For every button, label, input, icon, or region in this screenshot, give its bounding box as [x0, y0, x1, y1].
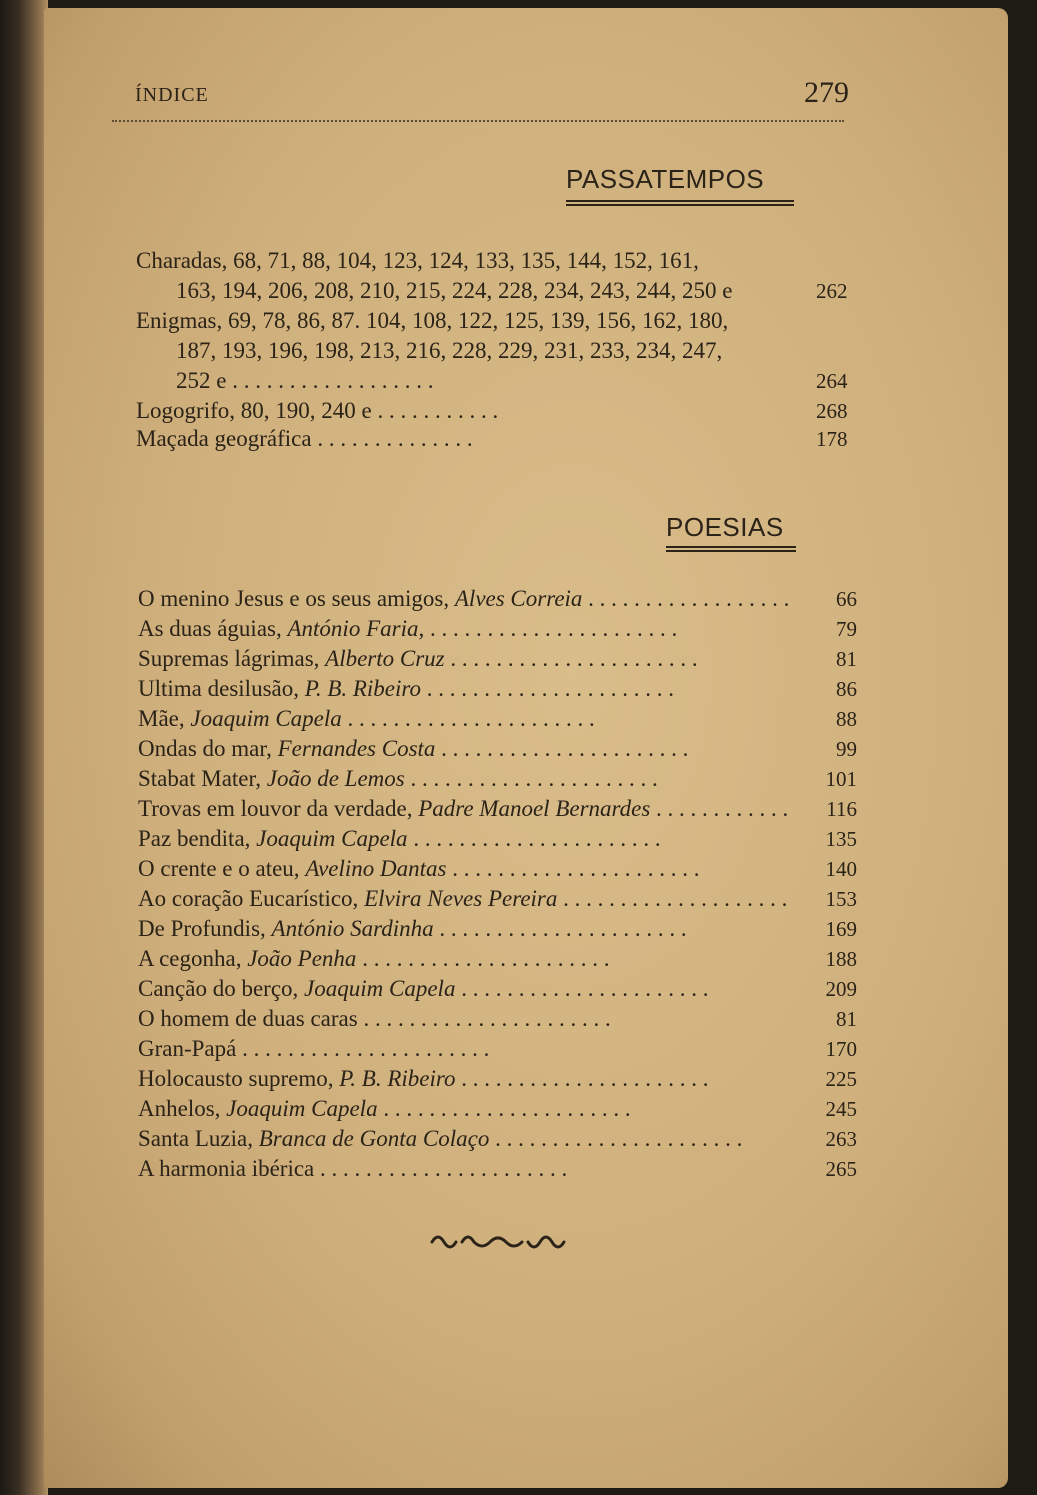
poem-author: Alberto Cruz [325, 646, 445, 671]
poem-author: Joaquim Capela [226, 1096, 378, 1121]
poem-entry [0, 674, 1037, 704]
poem-title: As duas águias, [138, 616, 282, 641]
leader-dots: . . . . . . . . . . . . . . . . . . . . . . [435, 736, 689, 761]
poem-title: Ultima desilusão, [138, 676, 299, 701]
poem-title: Ao coração Eucarístico, [138, 886, 359, 911]
poem-entry [0, 734, 1037, 764]
page-ref: 264 [816, 369, 848, 393]
index-line: Maçada geográfica . . . . . . . . . . . . . . 178 [0, 424, 1037, 454]
poem-entry [0, 794, 1037, 824]
poem-author: Elvira Neves Pereira [364, 886, 558, 911]
page-ref: 268 [816, 399, 848, 423]
leader-dots: . . . . . . . . . . . . . . . . . . . . . . [341, 706, 595, 731]
poem-entry [0, 584, 1037, 614]
index-line: 187, 193, 196, 198, 213, 216, 228, 229, 231, 233, 234, 247, [176, 338, 723, 363]
leader-dots: . . . . . . . . . . . . . . . . . . . . . . [446, 856, 700, 881]
leader-dots: . . . . . . . . . . . . . . . . . . . . . . [455, 976, 709, 1001]
leader-dots: . . . . . . . . . . . . . . . . . . . . . . [421, 676, 675, 701]
page-ref: 169 [825, 917, 857, 941]
index-line: Enigmas, 69, 78, 86, 87. 104, 108, 122, 125, 139, 156, 162, 180, [136, 308, 729, 333]
poem-entry [0, 764, 1037, 794]
poem-entry [0, 914, 1037, 944]
leader-dots: . . . . . . . . . . . . . . . . . . [582, 586, 790, 611]
leader-dots: . . . . . . . . . . . . . . . . . . . . . . [444, 646, 698, 671]
page-ref: 81 [836, 1007, 857, 1031]
poem-title: Santa Luzia, [138, 1126, 253, 1151]
poem-entry [0, 644, 1037, 674]
leader-dots: . . . . . . . . . . . . . . . . . . . . . . [314, 1156, 568, 1181]
page-ref: 86 [836, 677, 857, 701]
poem-author: António Faria, [287, 616, 425, 641]
poem-entry [0, 1094, 1037, 1124]
poem-title: Ondas do mar, [138, 736, 272, 761]
page-ref: 135 [825, 827, 857, 851]
leader-dots: . . . . . . . . . . . . . . . . . . . . [557, 886, 788, 911]
section-title-passatempos: PASSATEMPOS [566, 164, 765, 194]
page-number: 279 [804, 76, 849, 109]
poem-author: Alves Correia [454, 586, 583, 611]
section-rule-poesias [666, 546, 796, 552]
poem-title: Anhelos, [138, 1096, 221, 1121]
page-ref: 88 [836, 707, 857, 731]
poem-author: Fernandes Costa [277, 736, 436, 761]
running-header: ÍNDICE [135, 84, 209, 106]
leader-dots: . . . . . . . . . . . . [650, 796, 789, 821]
poem-title: O homem de duas caras [138, 1006, 358, 1031]
leader-dots: . . . . . . . . . . . . . . . . . . . . . . [404, 766, 658, 791]
poem-author: Joaquim Capela [256, 826, 408, 851]
poem-title: Stabat Mater, [138, 766, 261, 791]
poem-title: Canção do berço, [138, 976, 299, 1001]
page-ref: 153 [825, 887, 857, 911]
index-line: Charadas, 68, 71, 88, 104, 123, 124, 133, 135, 144, 152, 161, [136, 248, 699, 273]
poem-entry [0, 1124, 1037, 1154]
poem-title: A harmonia ibérica [138, 1156, 315, 1181]
page-ref: 209 [825, 977, 857, 1001]
page-ref: 178 [816, 427, 848, 451]
page-ref: 265 [825, 1157, 857, 1181]
leader-dots: . . . . . . . . . . . . . . . . . . . . . . [356, 946, 610, 971]
poem-author: Avelino Dantas [305, 856, 447, 881]
poem-entry [0, 704, 1037, 734]
poem-title: Gran-Papá [138, 1036, 237, 1061]
leader-dots: . . . . . . . . . . . . . . . . . . . . . . [407, 826, 661, 851]
page-ref: 170 [825, 1037, 857, 1061]
poem-author: António Sardinha [271, 916, 434, 941]
poem-author: Joaquim Capela [304, 976, 456, 1001]
leader-dots: . . . . . . . . . . . . . . . . . . . . . . [377, 1096, 631, 1121]
poem-title: O menino Jesus e os seus amigos, [138, 586, 450, 611]
poem-title: De Profundis, [138, 916, 266, 941]
poem-entry [0, 1064, 1037, 1094]
page-ref: 225 [825, 1067, 857, 1091]
poem-title: Holocausto supremo, [138, 1066, 334, 1091]
poem-author: Padre Manoel Bernardes [418, 796, 651, 821]
page-ref: 263 [825, 1127, 857, 1151]
leader-dots: . . . . . . . . . . . . . . . . . . . . . . [455, 1066, 709, 1091]
end-ornament [428, 1228, 574, 1256]
poem-author: Joaquim Capela [190, 706, 342, 731]
poem-title: Mãe, [138, 706, 185, 731]
index-line: 252 e . . . . . . . . . . . . . . . . . . 264 [0, 366, 1037, 396]
page-ref: 140 [825, 857, 857, 881]
poem-title: O crente e o ateu, [138, 856, 300, 881]
page-ref: 262 [816, 279, 848, 303]
page-ref: 101 [825, 767, 857, 791]
poem-title: Trovas em louvor da verdade, [138, 796, 413, 821]
poem-entry [0, 614, 1037, 644]
page-ref: 79 [836, 617, 857, 641]
poem-entry [0, 1154, 1037, 1184]
page-ref: 99 [836, 737, 857, 761]
section-title-poesias: POESIAS [666, 512, 784, 542]
page-ref: 188 [825, 947, 857, 971]
index-line: 163, 194, 206, 208, 210, 215, 224, 228, 234, 243, 244, 250 e 262 [0, 276, 1037, 306]
page-ref: 116 [826, 797, 857, 821]
page-ref: 66 [836, 587, 857, 611]
header-divider [112, 120, 844, 122]
leader-dots: . . . . . . . . . . . . . . . . . . . . . . [489, 1126, 743, 1151]
poem-entry [0, 884, 1037, 914]
leader-dots: . . . . . . . . . . . . . . . . . . . . . . [357, 1006, 611, 1031]
poem-entry [0, 974, 1037, 1004]
index-line: Logogrifo, 80, 190, 240 e . . . . . . . . . . . 268 [0, 396, 1037, 426]
poem-author: João de Lemos [266, 766, 405, 791]
page-ref: 245 [825, 1097, 857, 1121]
poem-author: Branca de Gonta Colaço [258, 1126, 490, 1151]
poem-author: João Penha [247, 946, 357, 971]
leader-dots: . . . . . . . . . . . . . . . . . . . . . . [433, 916, 687, 941]
poem-title: Supremas lágrimas, [138, 646, 320, 671]
poem-entry [0, 854, 1037, 884]
page-ref: 81 [836, 647, 857, 671]
poem-title: A cegonha, [138, 946, 242, 971]
leader-dots: . . . . . . . . . . . . . . . . . . . . . . [236, 1036, 490, 1061]
poem-entry [0, 824, 1037, 854]
poem-entry [0, 944, 1037, 974]
poem-author: P. B. Ribeiro [304, 676, 422, 701]
poem-title: Paz bendita, [138, 826, 251, 851]
poem-author: P. B. Ribeiro [339, 1066, 456, 1091]
poem-entry [0, 1034, 1037, 1064]
section-rule-passatempos [566, 200, 794, 206]
leader-dots: . . . . . . . . . . . . . . . . . . . . . . [424, 616, 678, 641]
poem-entry [0, 1004, 1037, 1034]
